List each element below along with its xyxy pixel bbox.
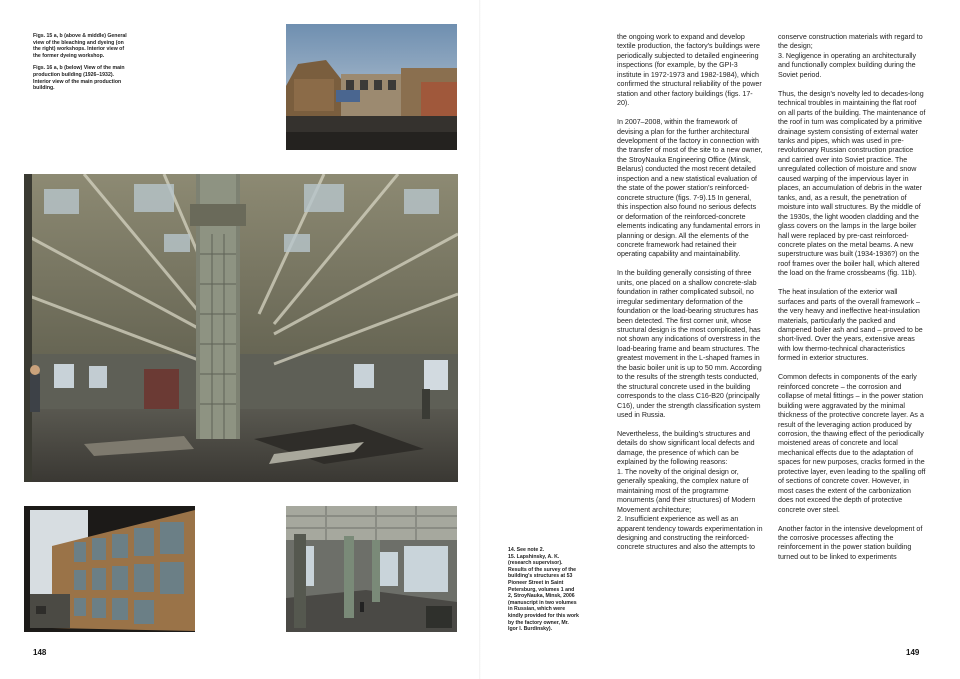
exterior-bleaching-dyeing-workshops-photo: [286, 24, 457, 150]
paragraph: In 2007–2008, within the framework of devising a plan for the further architectural development of the factory in connection with the transfer of most of the site to a new owner, the StroyNauka Engineering Office (Minsk, Belarus) conducted the most recent detailed inspection and a new statistical evaluation of the state of the power station's reinforced-concrete structure (figs. 7-9).15 In general, this inspection also found no serious defects or deformation of the reinforced-concrete elements indicating any fundamental errors in planning or design. All the elements of the concrete framework had retained their operating capability and maintainability.: [617, 118, 763, 259]
page-number-left: 148: [33, 648, 47, 657]
main-production-building-interior-photo: [286, 506, 457, 632]
paragraph: Thus, the design's novelty led to decades-long technical troubles in maintaining the flat roof on all parts of the building. The maintenance of the roof in turn was complicated by a primitive drainage system consisting of external water tanks and pipes, which was used in pre-revolutionary Russian construction practice and carried over into Soviet practice. The unregulated collection of moisture and snow caused warping of the impervious layer in places, an accumulation of debris in the water tanks, and, as a result, the penetration of moisture into wall structures. By the middle of the 1930s, the light wooden cladding and the glass covers on the lamps in the large boiler hall were replaced by pre-cast reinforced-concrete plates on the metal beams. A new superstructure was built (1934-1936?) on the roof frames over the boiler hall, which altered the load on the frame crossbeams (fig. 11b).: [778, 89, 926, 278]
page-number-right: 149: [906, 648, 920, 657]
paragraph: In the building generally consisting of three units, one placed on a shallow concrete-slab foundation in rather complicated subsoil, no irregular sedimentary deformation of the foundation or the load-bearing structures has been detected. The first corner unit, whose structural design is the most complicated, has not shown any indications of overstress in the load-bearing frame and beam structures. The greatest movement in the L-shaped frames in the basic boiler unit is up to 50 mm. According to the results of the strength tests conducted, the structural concrete used in the building corresponds to the class C16-B20 (principally C16), under the strength classification system used in Russia.: [617, 269, 762, 420]
caption-figs-15: Figs. 15 a, b (above & middle) General view of the bleaching and dyeing (on the right) workshops. Interior view of the former dyeing workshop.: [33, 33, 127, 59]
paragraph: Another factor in the intensive development of the corrosive processes affecting the reinforcement in the power station building turned out to be linked to experiments: [778, 524, 923, 561]
page-gutter: [479, 0, 481, 679]
main-production-building-exterior-photo: [24, 506, 195, 632]
text-column-1: [617, 33, 763, 553]
paragraph: the ongoing work to expand and develop textile production, the factory's buildings were periodically subjected to detailed engineering inspections (for example, by the GPI-3 institute in 1972-1973 and 1982-1984), which confirmed the structural reliability of the power station and other factory buildings (figs. 17-20).: [617, 33, 762, 108]
paragraph: Common defects in components of the early reinforced concrete – the corrosion and collapse of metal fittings – in the power station building were aggravated by the minimal thickness of the protective concrete layer. As a result of the leveraging action produced by corrosion, the thawing effect of the periodically moistened areas of concrete and local mechanical effects due to the adaptation of spaces for new purposes, cracks formed in the protective layer, even leading to the spalling off of sections of concrete cover. However, in most cases the extent of the carbonization does not exceed the depth of protective concrete over steel.: [778, 373, 926, 514]
paragraph: conserve construction materials with regard to the design; 3. Negligence in operating an architecturally and functionally complex building during the Soviet period.: [778, 33, 923, 79]
interior-former-dyeing-workshop-photo: [24, 174, 458, 482]
paragraph: The heat insulation of the exterior wall surfaces and parts of the overall framework – the very heavy and ineffective heat-insulation materials, particularly the packed and dampened boiler ash and sand – proved to be short-lived. Over the years, extensive areas with low thermo-technical characteristics formed in exterior structures.: [778, 288, 923, 363]
figure-caption-top: [33, 33, 128, 92]
footnotes: [508, 547, 580, 633]
text-column-2: [778, 33, 926, 562]
paragraph: Nevertheless, the building's structures and details do show significant local defects and damage, the presence of which can be explained by the following reasons: 1. The novelty of the original design or, generally speaking, the complex nature of maintaining most of the programme monuments (and their structures) of Modern Movement architecture; 2. Insufficient experience as well as an apparent tendency towards experimentation in designing and constructing the reinforced-concrete structures and also the attempts to: [617, 429, 763, 552]
footnote-14: 14. See note 2.: [508, 547, 545, 553]
footnote-15: 15. Lapshinsky, A. K. (research supervisor). Results of the survey of the building's structures at 53 Pioneer Street in Saint Petersburg, volumes 1 and 2, StroyNauka, Minsk, 2006 (manuscript in two volumes in Russian, which were kindly provided for this work by the factory owner, Mr. Igor I. Burdinsky).: [508, 553, 579, 633]
caption-figs-16: Figs. 16 a, b (below) View of the main production building (1926–1932). Interior view of the main production building.: [33, 65, 125, 92]
